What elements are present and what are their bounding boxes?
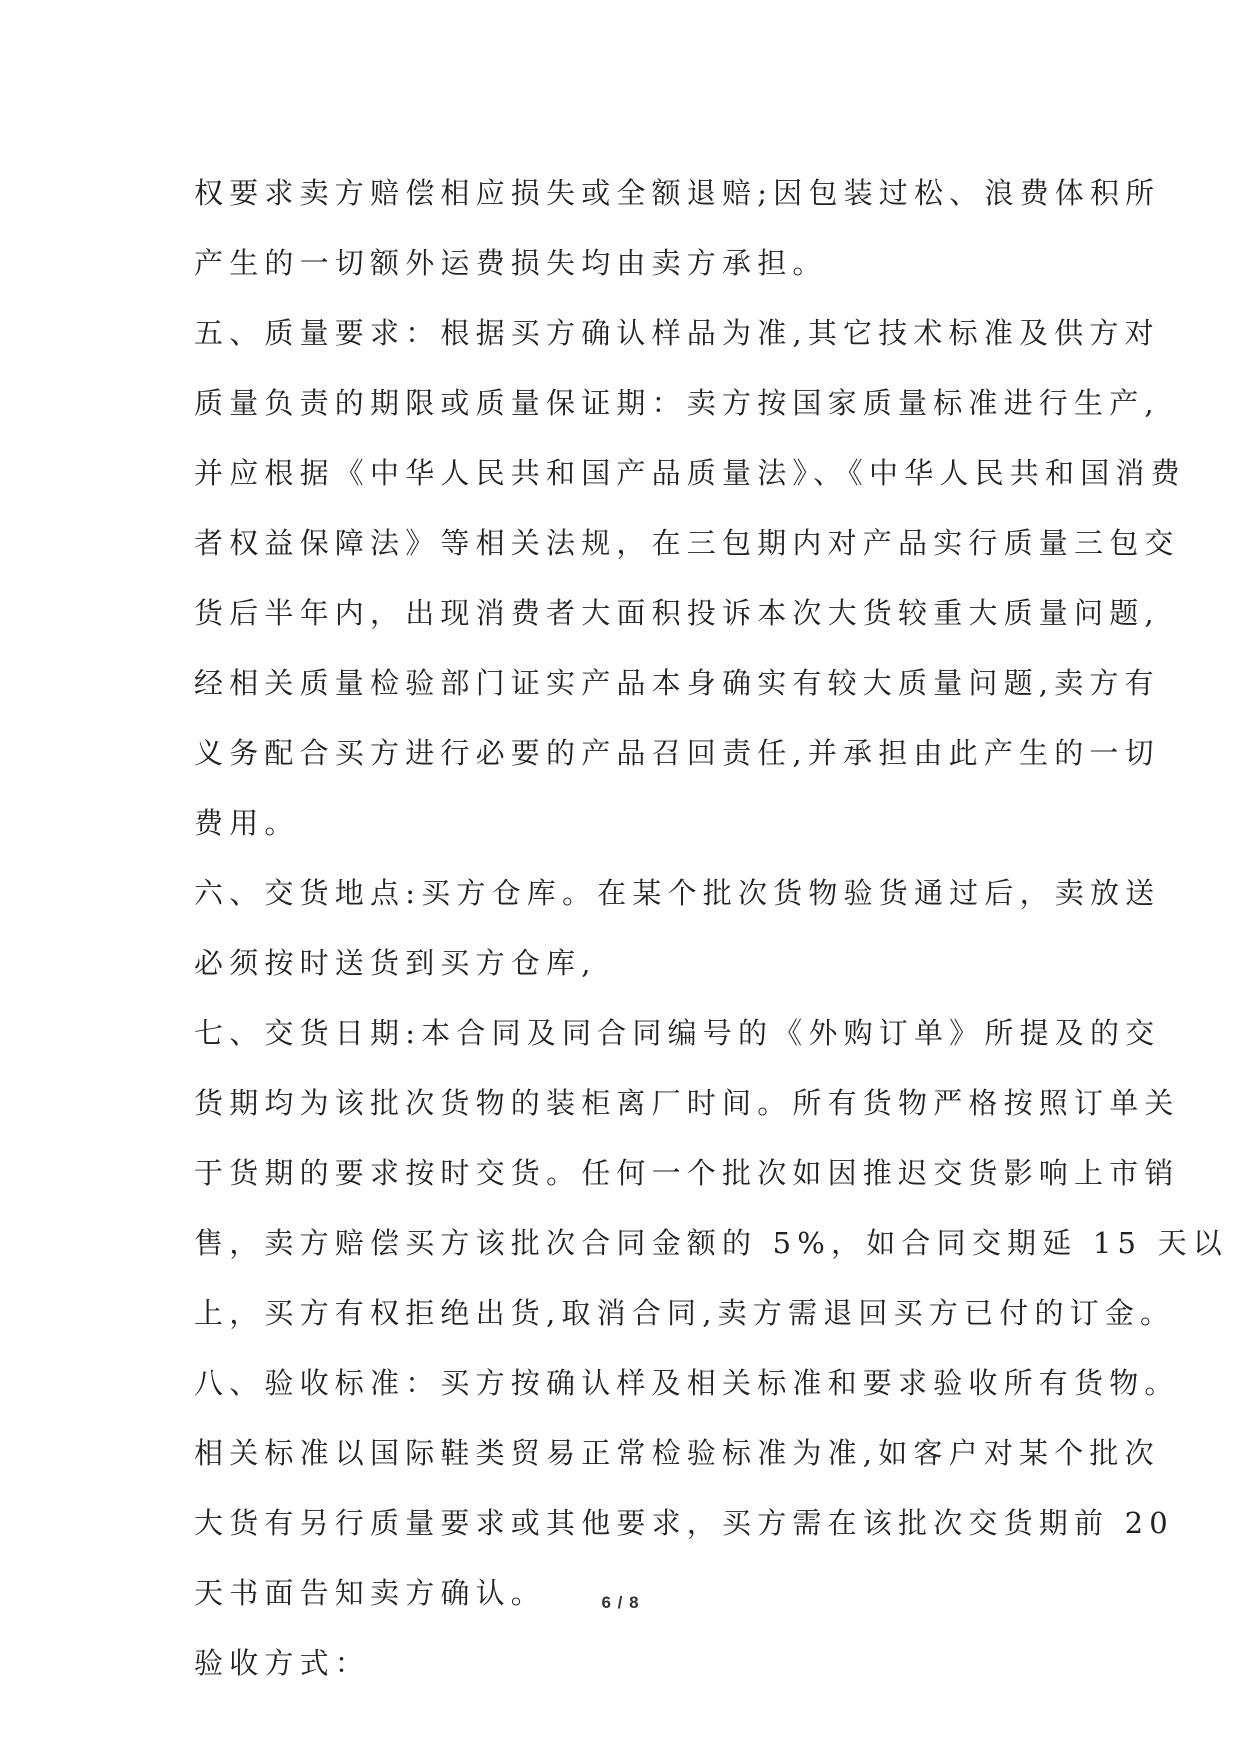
text-line: 验收方式： xyxy=(194,1646,371,1680)
text-line: 权要求卖方赔偿相应损失或全额退赔;因包装过松、浪费体积所 xyxy=(194,176,1161,210)
text-line: 货后半年内，出现消费者大面积投诉本次大货较重大质量问题, xyxy=(194,596,1160,630)
text-line: 天书面告知卖方确认。 xyxy=(194,1576,547,1610)
text-line: 五、质量要求：根据买方确认样品为准,其它技术标准及供方对 xyxy=(194,316,1160,350)
text-line: 者权益保障法》等相关法规，在三包期内对产品实行质量三包交 xyxy=(194,526,1180,560)
text-line: 产生的一切额外运费损失均由卖方承担。 xyxy=(194,246,828,280)
text-line: 义务配合买方进行必要的产品召回责任,并承担由此产生的一切 xyxy=(194,736,1160,770)
text-line: 六、交货地点:买方仓库。在某个批次货物验货通过后，卖放送 xyxy=(194,876,1161,910)
text-line: 费用。 xyxy=(194,806,300,840)
text-line: 经相关质量检验部门证实产品本身确实有较大质量问题,卖方有 xyxy=(194,666,1160,700)
text-line: 并应根据《中华人民共和国产品质量法》、《中华人民共和国消费 xyxy=(194,456,1186,490)
text-line: 于货期的要求按时交货。任何一个批次如因推迟交货影响上市销 xyxy=(194,1156,1180,1190)
text-line: 质量负责的期限或质量保证期：卖方按国家质量标准进行生产, xyxy=(194,386,1160,420)
text-line: 上，买方有权拒绝出货,取消合同,卖方需退回买方已付的订金。 xyxy=(194,1296,1176,1330)
text-line: 售，卖方赔偿买方该批次合同金额的 5%，如合同交期延 15 天以 xyxy=(194,1226,1228,1260)
text-line: 大货有另行质量要求或其他要求，买方需在该批次交货期前 20 xyxy=(194,1506,1174,1540)
text-line: 七、交货日期:本合同及同合同编号的《外购订单》所提及的交 xyxy=(194,1016,1161,1050)
text-line: 相关标准以国际鞋类贸易正常检验标准为准,如客户对某个批次 xyxy=(194,1436,1160,1470)
text-line: 货期均为该批次货物的装柜离厂时间。所有货物严格按照订单关 xyxy=(194,1086,1180,1120)
page-number: 6 / 8 xyxy=(601,1593,640,1612)
document-body xyxy=(194,158,1228,1698)
text-line: 必须按时送货到买方仓库, xyxy=(194,946,597,980)
text-line: 八、验收标准：买方按确认样及相关标准和要求验收所有货物。 xyxy=(194,1366,1180,1400)
